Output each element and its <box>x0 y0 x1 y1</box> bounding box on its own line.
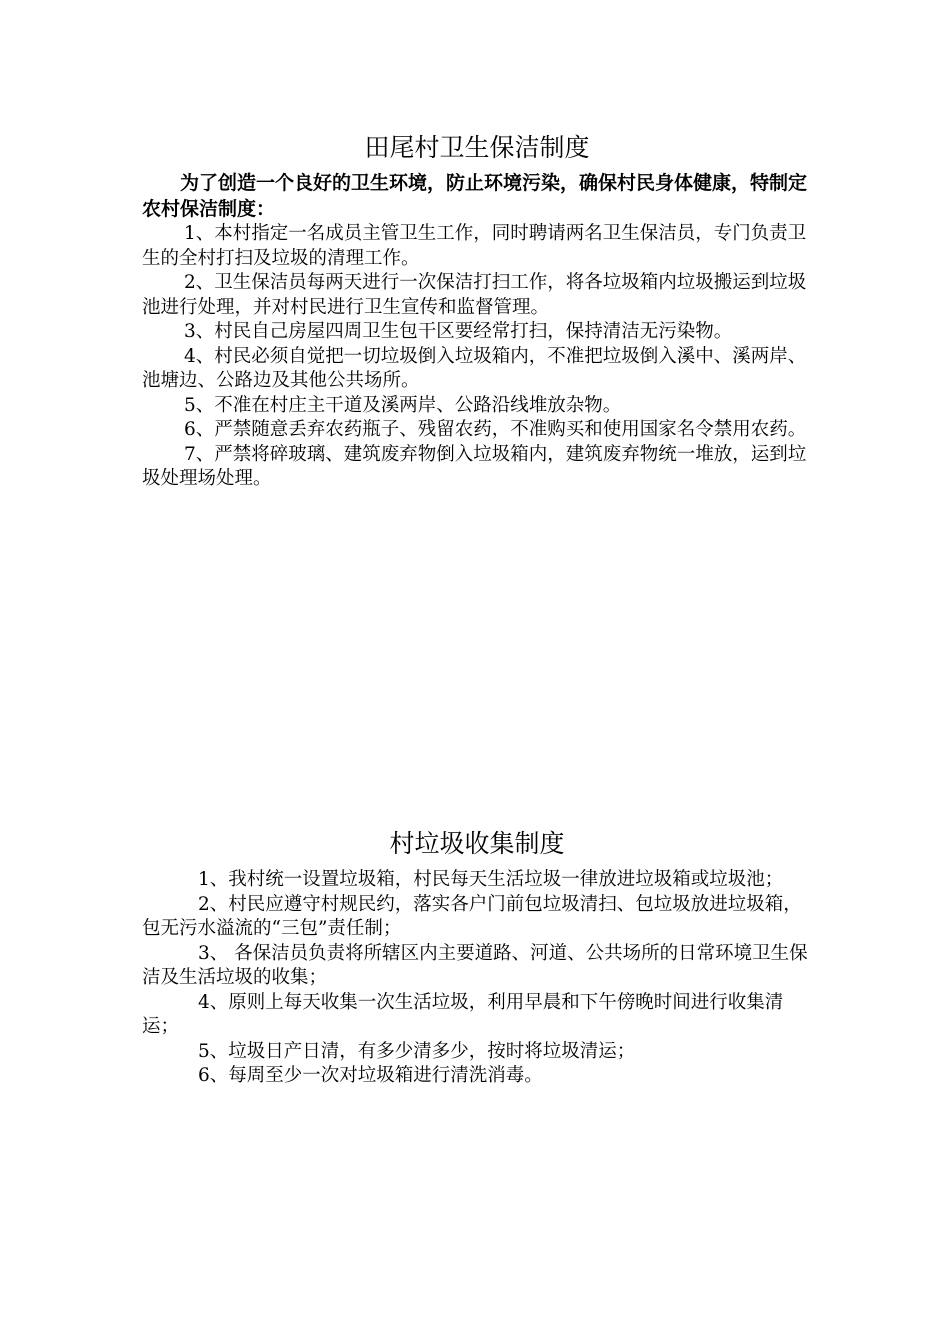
garbage-rule-item-1: 1、我村统一设置垃圾箱，村民每天生活垃圾一律放进垃圾箱或垃圾池； <box>198 869 784 890</box>
sanitation-rule-item-3: 3、村民自己房屋四周卫生包干区要经常打扫，保持清洁无污染物。 <box>184 321 733 342</box>
garbage-rule-item-3: 3、 各保洁员负责将所辖区内主要道路、河道、公共场所的日常环境卫生保洁及生活垃圾的收集； <box>142 942 808 988</box>
sanitation-rules-section <box>142 130 812 492</box>
garbage-rule-item-4: 4、原则上每天收集一次生活垃圾，利用早晨和下午傍晚时间进行收集清运； <box>142 991 784 1037</box>
sanitation-rule-item-7: 7、严禁将碎玻璃、建筑废弃物倒入垃圾箱内，建筑废弃物统一堆放，运到垃圾处理场处理。 <box>142 443 807 489</box>
sanitation-rules-intro: 为了创造一个良好的卫生环境，防止环境污染，确保村民身体健康，特制定农村保洁制度： <box>142 172 808 220</box>
sanitation-rule-item-6: 6、严禁随意丢弃农药瓶子、残留农药，不准购买和使用国家名令禁用农药。 <box>184 419 807 440</box>
garbage-collection-title: 村垃圾收集制度 <box>389 829 565 858</box>
garbage-collection-section <box>142 826 812 1089</box>
garbage-rule-item-5: 5、垃圾日产日清，有多少清多少，按时将垃圾清运； <box>198 1040 636 1062</box>
garbage-rule-item-2: 2、村民应遵守村规民约，落实各户门前包垃圾清扫、包垃圾放进垃圾箱，包无污水溢流的“三包”责任制； <box>142 893 802 939</box>
garbage-rule-item-6: 6、每周至少一次对垃圾箱进行清洗消毒。 <box>198 1065 543 1086</box>
sanitation-rule-item-2: 2、卫生保洁员每两天进行一次保洁打扫工作，将各垃圾箱内垃圾搬运到垃圾池进行处理，并对村民进行卫生宣传和监督管理。 <box>142 272 807 318</box>
sanitation-rule-item-5: 5、不准在村庄主干道及溪两岸、公路沿线堆放杂物。 <box>184 394 622 416</box>
sanitation-rule-item-4: 4、村民必须自觉把一切垃圾倒入垃圾箱内，不准把垃圾倒入溪中、溪两岸、池塘边、公路边及其他公共场所。 <box>142 345 807 391</box>
sanitation-rule-item-1: 1、本村指定一名成员主管卫生工作，同时聘请两名卫生保洁员，专门负责卫生的全村打扫及垃圾的清理工作。 <box>142 223 807 269</box>
sanitation-rules-title: 田尾村卫生保洁制度 <box>364 133 590 162</box>
